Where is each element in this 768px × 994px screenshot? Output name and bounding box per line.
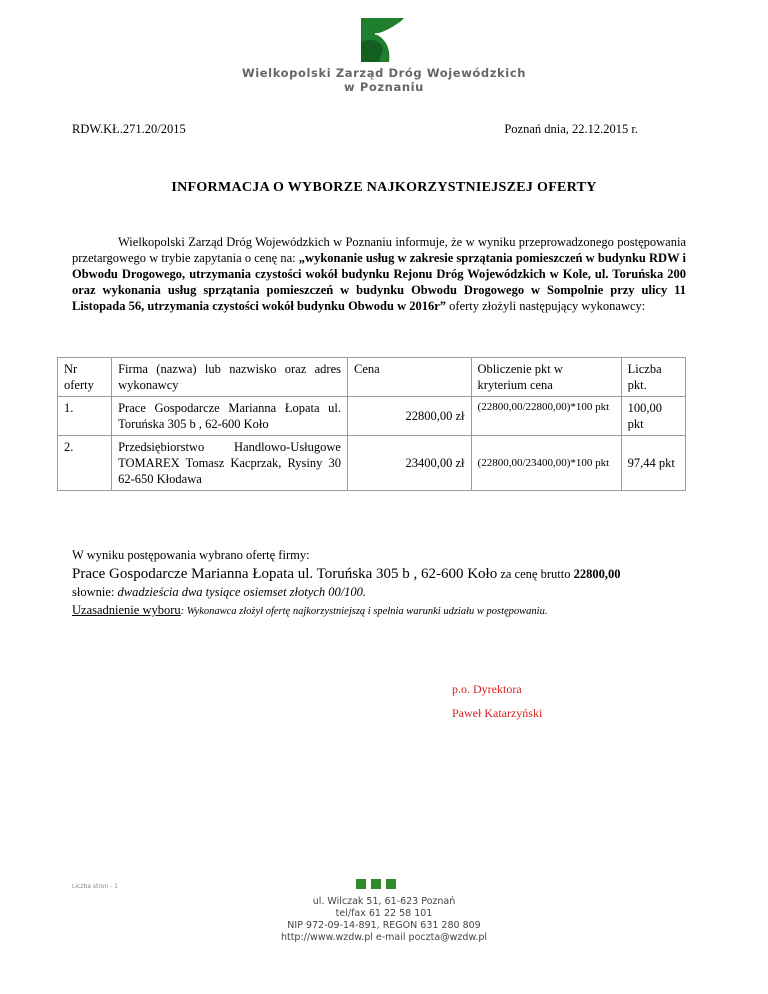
reason-text: : Wykonawca złożył ofertę najkorzystniejszą i spełnia warunki udziału w postępowaniu. [180,606,548,617]
header-calc: Obliczenie pkt w kryterium cena [471,358,621,397]
square-icon [371,879,381,889]
cell-price: 22800,00 zł [347,397,471,436]
table-header-row [58,358,686,397]
road-logo-icon [361,18,405,62]
footer-address [0,896,768,944]
result-lead: W wyniku postępowania wybrano ofertę firmy: [72,548,310,562]
cell-points: 100,00 pkt [621,397,685,436]
footer-line3: NIP 972-09-14-891, REGON 631 280 809 [287,920,481,931]
reference-number: RDW.KŁ.271.20/2015 [72,122,186,136]
square-icon [386,879,396,889]
words-label: słownie: [72,585,118,599]
table-row [58,397,686,436]
reason-label: Uzasadnienie wyboru [72,603,181,617]
intro-lead: Wielkopolski Zarząd Dróg Wojewódzkich w Poznaniu informuje, że w wyniku przeprowadzonego postępowania przetargowego w trybie zapytania o cenę na: [72,235,686,265]
offers-table [57,357,686,491]
cell-price: 23400,00 zł [347,436,471,491]
footer-line1: ul. Wilczak 51, 61-623 Poznań [312,896,456,907]
intro-paragraph [72,234,686,314]
header-price: Cena [347,358,471,397]
cell-nr: 2. [58,436,112,491]
signature-name: Paweł Katarzyński [452,706,543,720]
footer-line4: http://www.wzdw.pl e-mail poczta@wzdw.pl [280,932,488,943]
winning-price: 22800,00 [573,567,621,581]
price-in-words: dwadzieścia dwa tysiące osiemset złotych 00/100. [117,585,367,599]
cell-nr: 1. [58,397,112,436]
cell-firm: Przedsiębiorstwo Handlowo-Usługowe TOMAREX Tomasz Kacprzak, Rysiny 30 62-650 Kłodawa [112,436,348,491]
winner-name: Prace Gospodarcze Marianna Łopata ul. Toruńska 305 b , 62-600 Koło [72,566,498,582]
header-nr: Nr oferty [58,358,112,397]
intro-tail: oferty złożyli następujący wykonawcy: [446,299,646,313]
document-title: INFORMACJA O WYBORZE NAJKORZYSTNIEJSZEJ OFERTY [171,180,597,195]
footer-line2: tel/fax 61 22 58 101 [335,908,433,919]
cell-firm: Prace Gospodarcze Marianna Łopata ul. Toruńska 305 b , 62-600 Koło [112,397,348,436]
org-name-line2: w Poznaniu [344,80,424,94]
signature-title: p.o. Dyrektora [452,682,522,696]
decorative-squares [356,876,401,894]
header-points: Liczba pkt. [621,358,685,397]
cell-points: 97,44 pkt [621,436,685,491]
result-section [72,547,712,620]
header-firm: Firma (nazwa) lub nazwisko oraz adres wykonawcy [112,358,348,397]
price-prefix: za cenę brutto [497,567,574,581]
intro-subject: „wykonanie usług w zakresie sprzątania pomieszczeń w budynku RDW i Obwodu Drogowego, utrzymania czystości wokół budynku Rejonu Dróg Wojewódzkich w Kole, ul. Toruńska 200 oraz wykonania usług sprzątania pomieszczeń w budynku Obwodu Drogowego w Sompolnie przy ulicy 11 Listopada 56, utrzymania czystości wokół budynku Obwodu w 2016r” [72,251,687,313]
table-row [58,436,686,491]
square-icon [356,879,366,889]
page-count: Liczba stron - 1 [72,883,118,890]
document-date: Poznań dnia, 22.12.2015 r. [504,122,638,136]
cell-calc: (22800,00/23400,00)*100 pkt [471,436,621,491]
cell-calc: (22800,00/22800,00)*100 pkt [471,397,621,436]
org-name-line1: Wielkopolski Zarząd Dróg Wojewódzkich [241,66,527,80]
